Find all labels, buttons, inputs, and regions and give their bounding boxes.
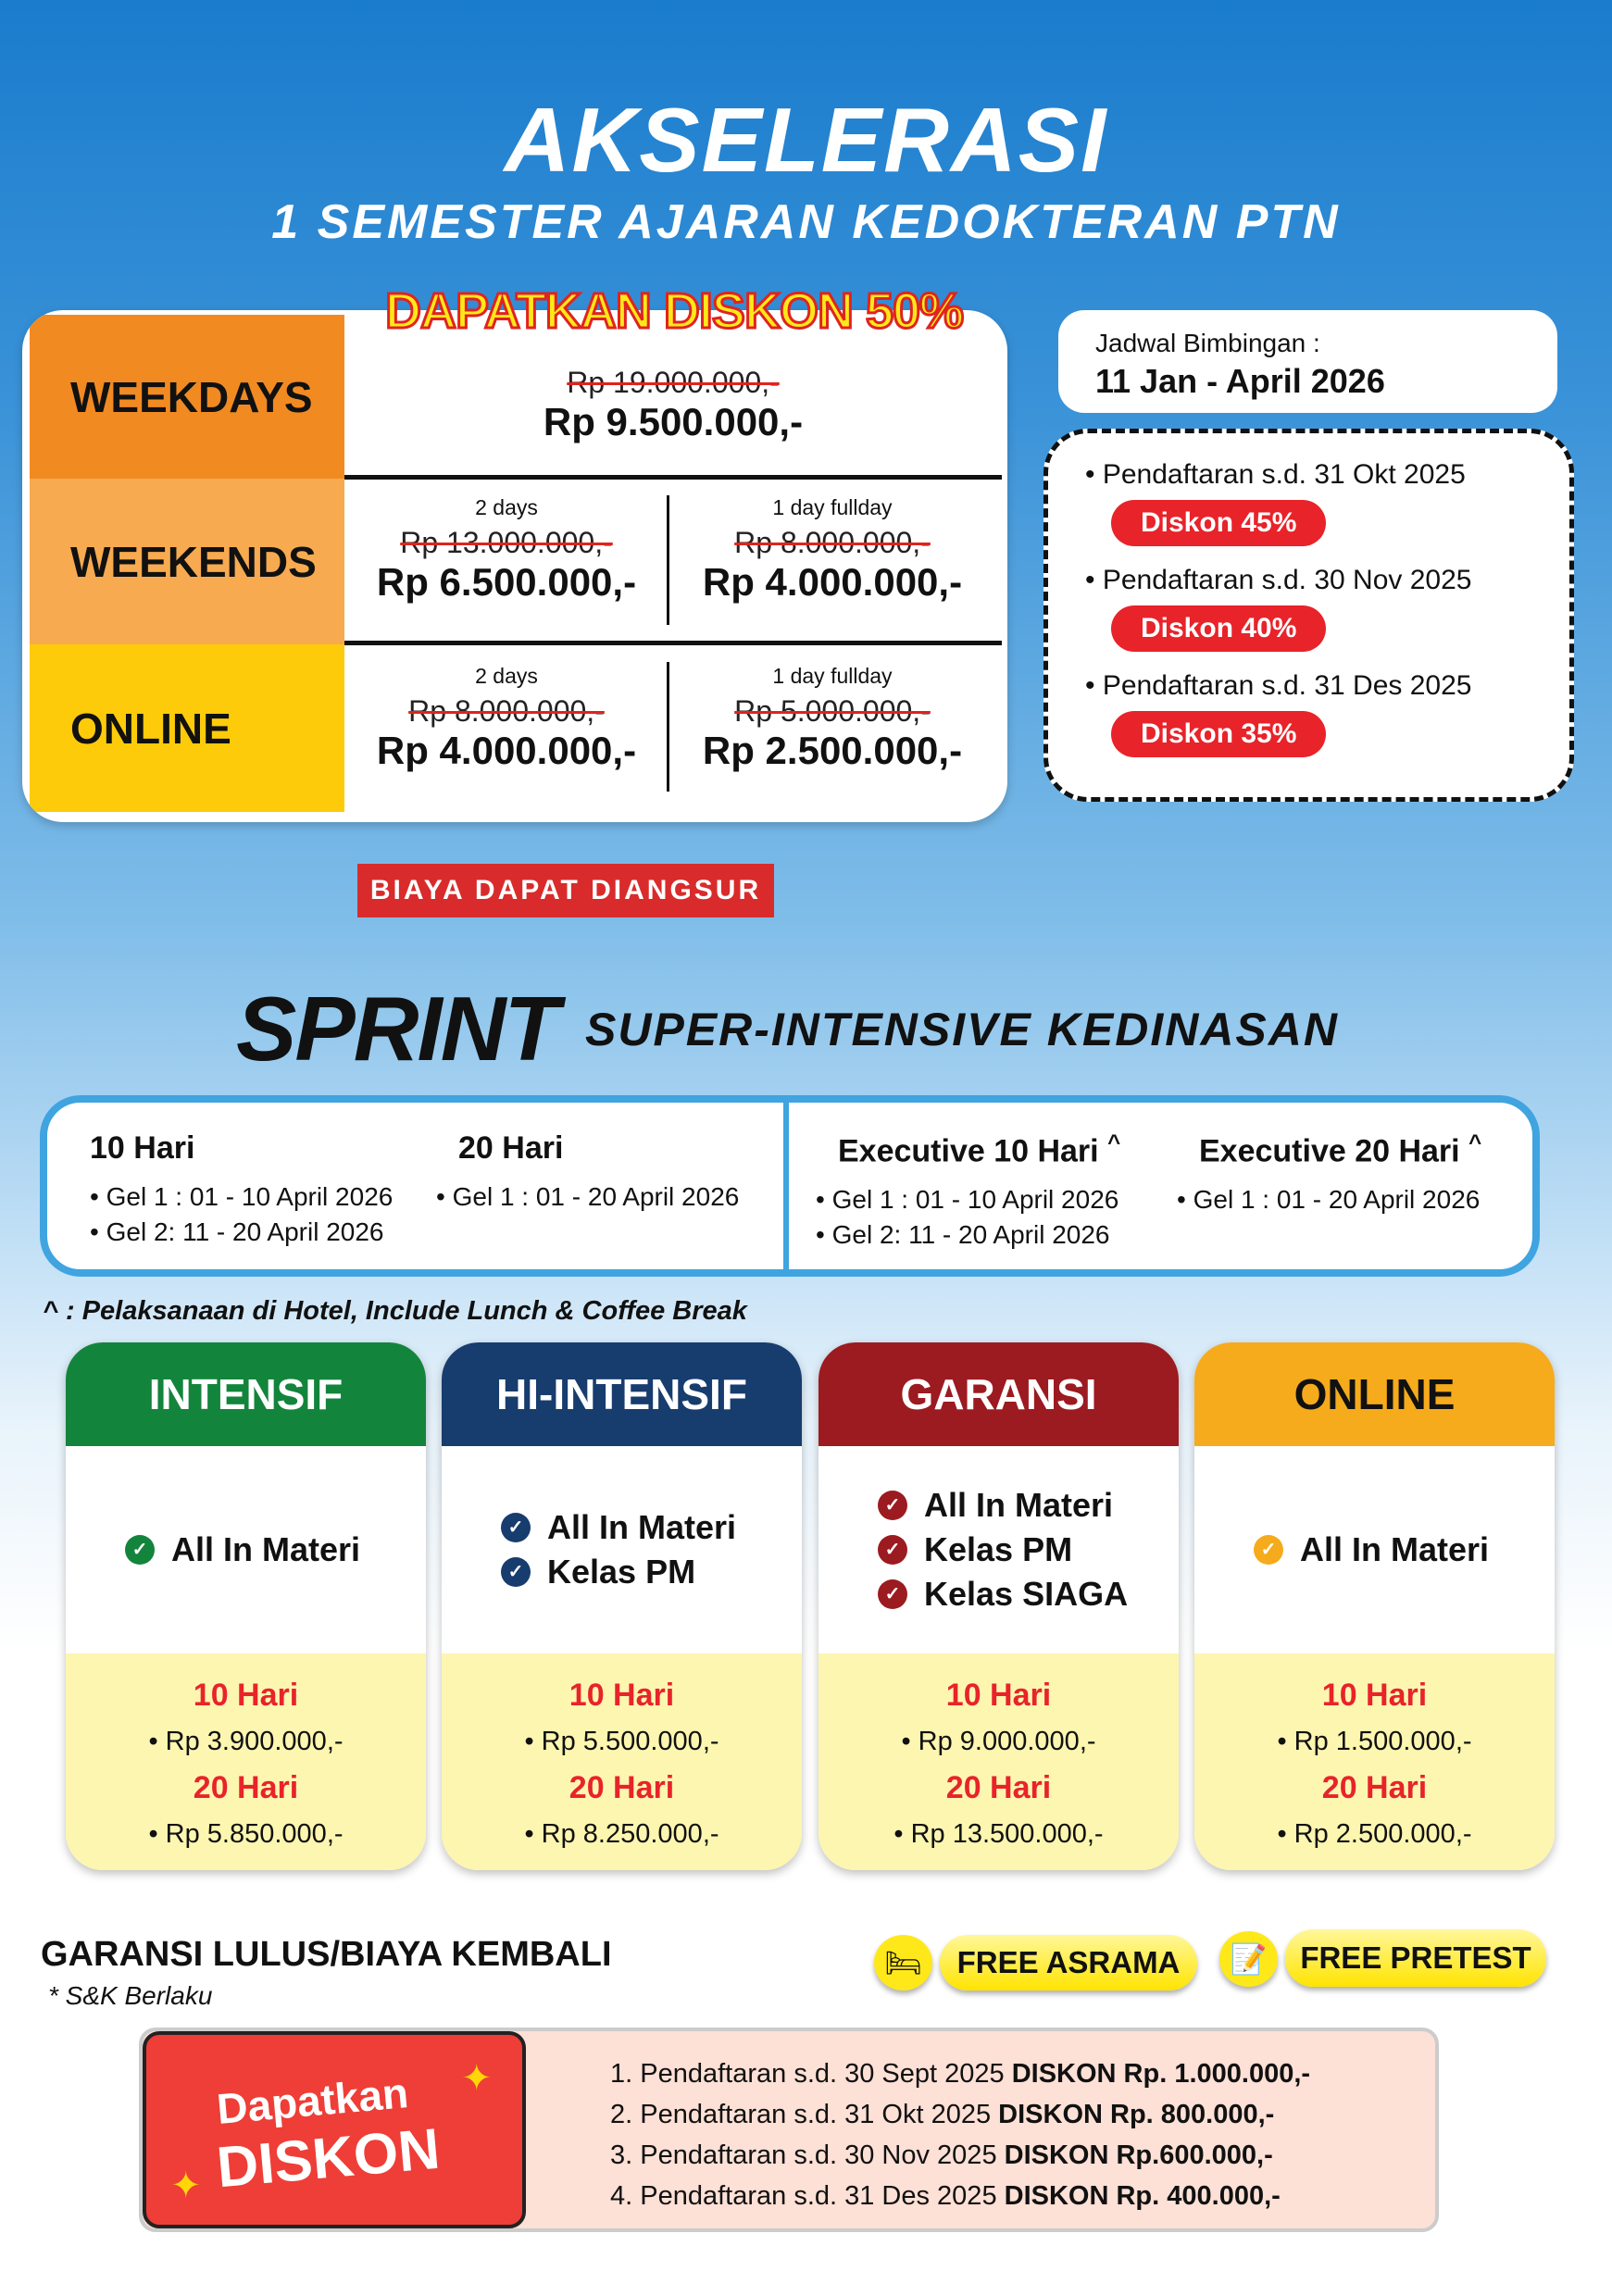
- package-card-hi-intensif: [442, 1342, 802, 1870]
- package-name: ONLINE: [1194, 1342, 1555, 1446]
- schedule-item: Gel 2: 11 - 20 April 2026: [831, 1220, 1110, 1250]
- discount-item: 3. Pendaftaran s.d. 30 Nov 2025 DISKON Rp.600.000,-: [610, 2140, 1273, 2170]
- feature-list: [442, 1446, 802, 1653]
- sprint-subtitle: SUPER-INTENSIVE KEDINASAN: [585, 1004, 1339, 1055]
- early-bird-box: [1043, 429, 1574, 802]
- package-prices: [1194, 1653, 1555, 1870]
- schedule-col: Executive 10 Hari ^ • Gel 1 : 01 - 10 April 2026 • Gel 2: 11 - 20 April 2026: [816, 1130, 1121, 1250]
- package-card-online: [1194, 1342, 1555, 1870]
- discount-list: [610, 2053, 1310, 2216]
- schedule-item: Gel 1 : 01 - 20 April 2026: [1193, 1185, 1481, 1215]
- schedule-title: 10 Hari: [90, 1130, 195, 1166]
- package-prices: [818, 1653, 1179, 1870]
- main-title: AKSELERASI: [504, 89, 1108, 191]
- online-fullday: [670, 664, 994, 773]
- early-item: • Pendaftaran s.d. 31 Des 2025 Diskon 35%: [1085, 670, 1532, 776]
- schedule-item: Gel 1 : 01 - 10 April 2026: [106, 1182, 394, 1211]
- sparkle-icon: ✦: [170, 2165, 202, 2206]
- price: • Rp 3.900.000,-: [148, 1727, 344, 1756]
- discount-item: 1. Pendaftaran s.d. 30 Sept 2025 DISKON Rp. 1.000.000,-: [610, 2059, 1311, 2089]
- check-icon: ✓: [878, 1491, 907, 1520]
- feature-item: [878, 1528, 1179, 1572]
- early-item: • Pendaftaran s.d. 30 Nov 2025 Diskon 40%: [1085, 565, 1532, 670]
- early-text: Pendaftaran s.d. 30 Nov 2025: [1102, 565, 1472, 595]
- price: • Rp 1.500.000,-: [1277, 1727, 1472, 1756]
- promo-badge: DAPATKAN DISKON 50%: [384, 283, 964, 339]
- discount-line2: DISKON: [214, 2116, 443, 2201]
- feature-label: All In Materi: [1300, 1530, 1490, 1568]
- feature-label: Kelas PM: [924, 1530, 1073, 1568]
- old-price: Rp 8.000.000,-: [734, 526, 931, 559]
- discount-box: [139, 2028, 1439, 2232]
- note: 2 days: [475, 495, 538, 519]
- note: 1 day fullday: [772, 664, 893, 688]
- divider: [667, 495, 669, 625]
- feature-item: [878, 1572, 1179, 1616]
- footnote: ^ : Pelaksanaan di Hotel, Include Lunch & Coffee Break: [43, 1296, 747, 1326]
- terms-note: * S&K Berlaku: [48, 1981, 213, 2010]
- feature-list: [818, 1446, 1179, 1653]
- schedule-item: Gel 2: 11 - 20 April 2026: [106, 1217, 384, 1246]
- discount-label: [143, 2031, 526, 2228]
- bed-icon: 🛏: [874, 1935, 932, 1990]
- package-name: GARANSI: [818, 1342, 1179, 1446]
- discount-item: 2. Pendaftaran s.d. 31 Okt 2025 DISKON Rp. 800.000,-: [610, 2100, 1275, 2129]
- discount-item: 4. Pendaftaran s.d. 31 Des 2025 DISKON Rp. 400.000,-: [610, 2181, 1281, 2211]
- price: • Rp 2.500.000,-: [1277, 1819, 1472, 1849]
- schedule-item: Gel 1 : 01 - 20 April 2026: [452, 1182, 740, 1211]
- new-price: Rp 6.500.000,-: [376, 560, 637, 604]
- feature-label: All In Materi: [547, 1508, 737, 1546]
- note: 2 days: [475, 664, 538, 688]
- divider: [667, 662, 669, 792]
- duration: 10 Hari: [569, 1678, 675, 1713]
- hotel-mark: ^: [1107, 1130, 1121, 1155]
- sprint-schedule: [40, 1095, 1540, 1277]
- feature-label: All In Materi: [924, 1486, 1114, 1524]
- schedule-col: 20 Hari • Gel 1 : 01 - 20 April 2026: [436, 1130, 740, 1211]
- feature-item: [878, 1483, 1179, 1528]
- row-label-online: ONLINE: [30, 644, 344, 812]
- schedule-col: Executive 20 Hari ^ • Gel 1 : 01 - 20 April 2026: [1177, 1130, 1482, 1215]
- schedule-box: [1058, 310, 1557, 413]
- duration: 20 Hari: [569, 1770, 675, 1805]
- sparkle-icon: ✦: [461, 2058, 493, 2099]
- package-card-garansi: [818, 1342, 1179, 1870]
- free-asrama-badge: FREE ASRAMA: [940, 1935, 1197, 1990]
- installment-banner: BIAYA DAPAT DIANGSUR: [357, 864, 774, 917]
- feature-item: [501, 1505, 802, 1550]
- new-price: Rp 9.500.000,-: [543, 400, 804, 443]
- weekends-fullday: [670, 495, 994, 605]
- divider: [783, 1103, 789, 1269]
- schedule-title: 20 Hari: [458, 1130, 564, 1166]
- package-name: HI-INTENSIF: [442, 1342, 802, 1446]
- weekends-2days: [344, 495, 669, 605]
- early-text: Pendaftaran s.d. 31 Des 2025: [1102, 670, 1472, 701]
- subtitle: 1 SEMESTER AJARAN KEDOKTERAN PTN: [271, 195, 1341, 249]
- old-price: Rp 13.000.000,-: [400, 526, 613, 559]
- weekdays-price: [344, 366, 1002, 444]
- sprint-title: SPRINT: [236, 978, 558, 1079]
- price: • Rp 9.000.000,-: [901, 1727, 1096, 1756]
- check-icon: ✓: [125, 1535, 155, 1565]
- feature-item: [1254, 1528, 1555, 1572]
- package-name: INTENSIF: [66, 1342, 426, 1446]
- online-2days: [344, 664, 669, 773]
- schedule-item: Gel 1 : 01 - 10 April 2026: [831, 1185, 1119, 1215]
- feature-list: [66, 1446, 426, 1653]
- price: • Rp 5.500.000,-: [524, 1727, 719, 1756]
- early-item: • Pendaftaran s.d. 31 Okt 2025 Diskon 45%: [1085, 459, 1532, 565]
- feature-item: [501, 1550, 802, 1594]
- new-price: Rp 4.000.000,-: [376, 729, 637, 772]
- hotel-mark: ^: [1468, 1130, 1482, 1155]
- check-icon: ✓: [878, 1535, 907, 1565]
- duration: 20 Hari: [193, 1770, 299, 1805]
- old-price: Rp 8.000.000,-: [408, 694, 605, 728]
- check-icon: ✓: [501, 1557, 531, 1587]
- early-text: Pendaftaran s.d. 31 Okt 2025: [1102, 459, 1466, 490]
- new-price: Rp 2.500.000,-: [702, 729, 963, 772]
- package-card-intensif: [66, 1342, 426, 1870]
- schedule-col: 10 Hari • Gel 1 : 01 - 10 April 2026 • Gel 2: 11 - 20 April 2026: [90, 1130, 394, 1246]
- old-price: Rp 19.000.000,-: [567, 366, 780, 399]
- schedule-title: Executive 20 Hari: [1199, 1133, 1460, 1169]
- duration: 10 Hari: [1321, 1678, 1428, 1713]
- check-icon: ✓: [1254, 1535, 1283, 1565]
- price: • Rp 8.250.000,-: [524, 1819, 719, 1849]
- package-prices: [66, 1653, 426, 1870]
- feature-list: [1194, 1446, 1555, 1653]
- divider: [344, 641, 1002, 645]
- row-label-weekends: WEEKENDS: [30, 479, 344, 644]
- feature-item: [125, 1528, 426, 1572]
- feature-label: Kelas PM: [547, 1553, 696, 1591]
- feature-label: All In Materi: [171, 1530, 361, 1568]
- duration: 10 Hari: [193, 1678, 299, 1713]
- discount-badge: Diskon 40%: [1111, 605, 1326, 652]
- discount-badge: Diskon 35%: [1111, 711, 1326, 757]
- row-label-weekdays: WEEKDAYS: [30, 315, 344, 479]
- check-icon: ✓: [878, 1579, 907, 1609]
- price: • Rp 5.850.000,-: [148, 1819, 344, 1849]
- duration: 10 Hari: [945, 1678, 1052, 1713]
- check-icon: ✓: [501, 1513, 531, 1542]
- new-price: Rp 4.000.000,-: [702, 560, 963, 604]
- pricing-table: [22, 310, 1007, 822]
- duration: 20 Hari: [1321, 1770, 1428, 1805]
- clipboard-icon: 📝: [1219, 1931, 1278, 1987]
- feature-label: Kelas SIAGA: [924, 1575, 1129, 1613]
- price: • Rp 13.500.000,-: [893, 1819, 1104, 1849]
- note: 1 day fullday: [772, 495, 893, 519]
- jadwal-value: 11 Jan - April 2026: [1095, 362, 1385, 400]
- old-price: Rp 5.000.000,-: [734, 694, 931, 728]
- package-prices: [442, 1653, 802, 1870]
- divider: [344, 475, 1002, 480]
- discount-line1: Dapatkan: [215, 2068, 410, 2133]
- discount-badge: Diskon 45%: [1111, 500, 1326, 546]
- guarantee-title: GARANSI LULUS/BIAYA KEMBALI: [41, 1935, 612, 1974]
- jadwal-label: Jadwal Bimbingan :: [1095, 329, 1320, 357]
- duration: 20 Hari: [945, 1770, 1052, 1805]
- schedule-title: Executive 10 Hari: [838, 1133, 1099, 1169]
- free-pretest-badge: FREE PRETEST: [1285, 1929, 1546, 1987]
